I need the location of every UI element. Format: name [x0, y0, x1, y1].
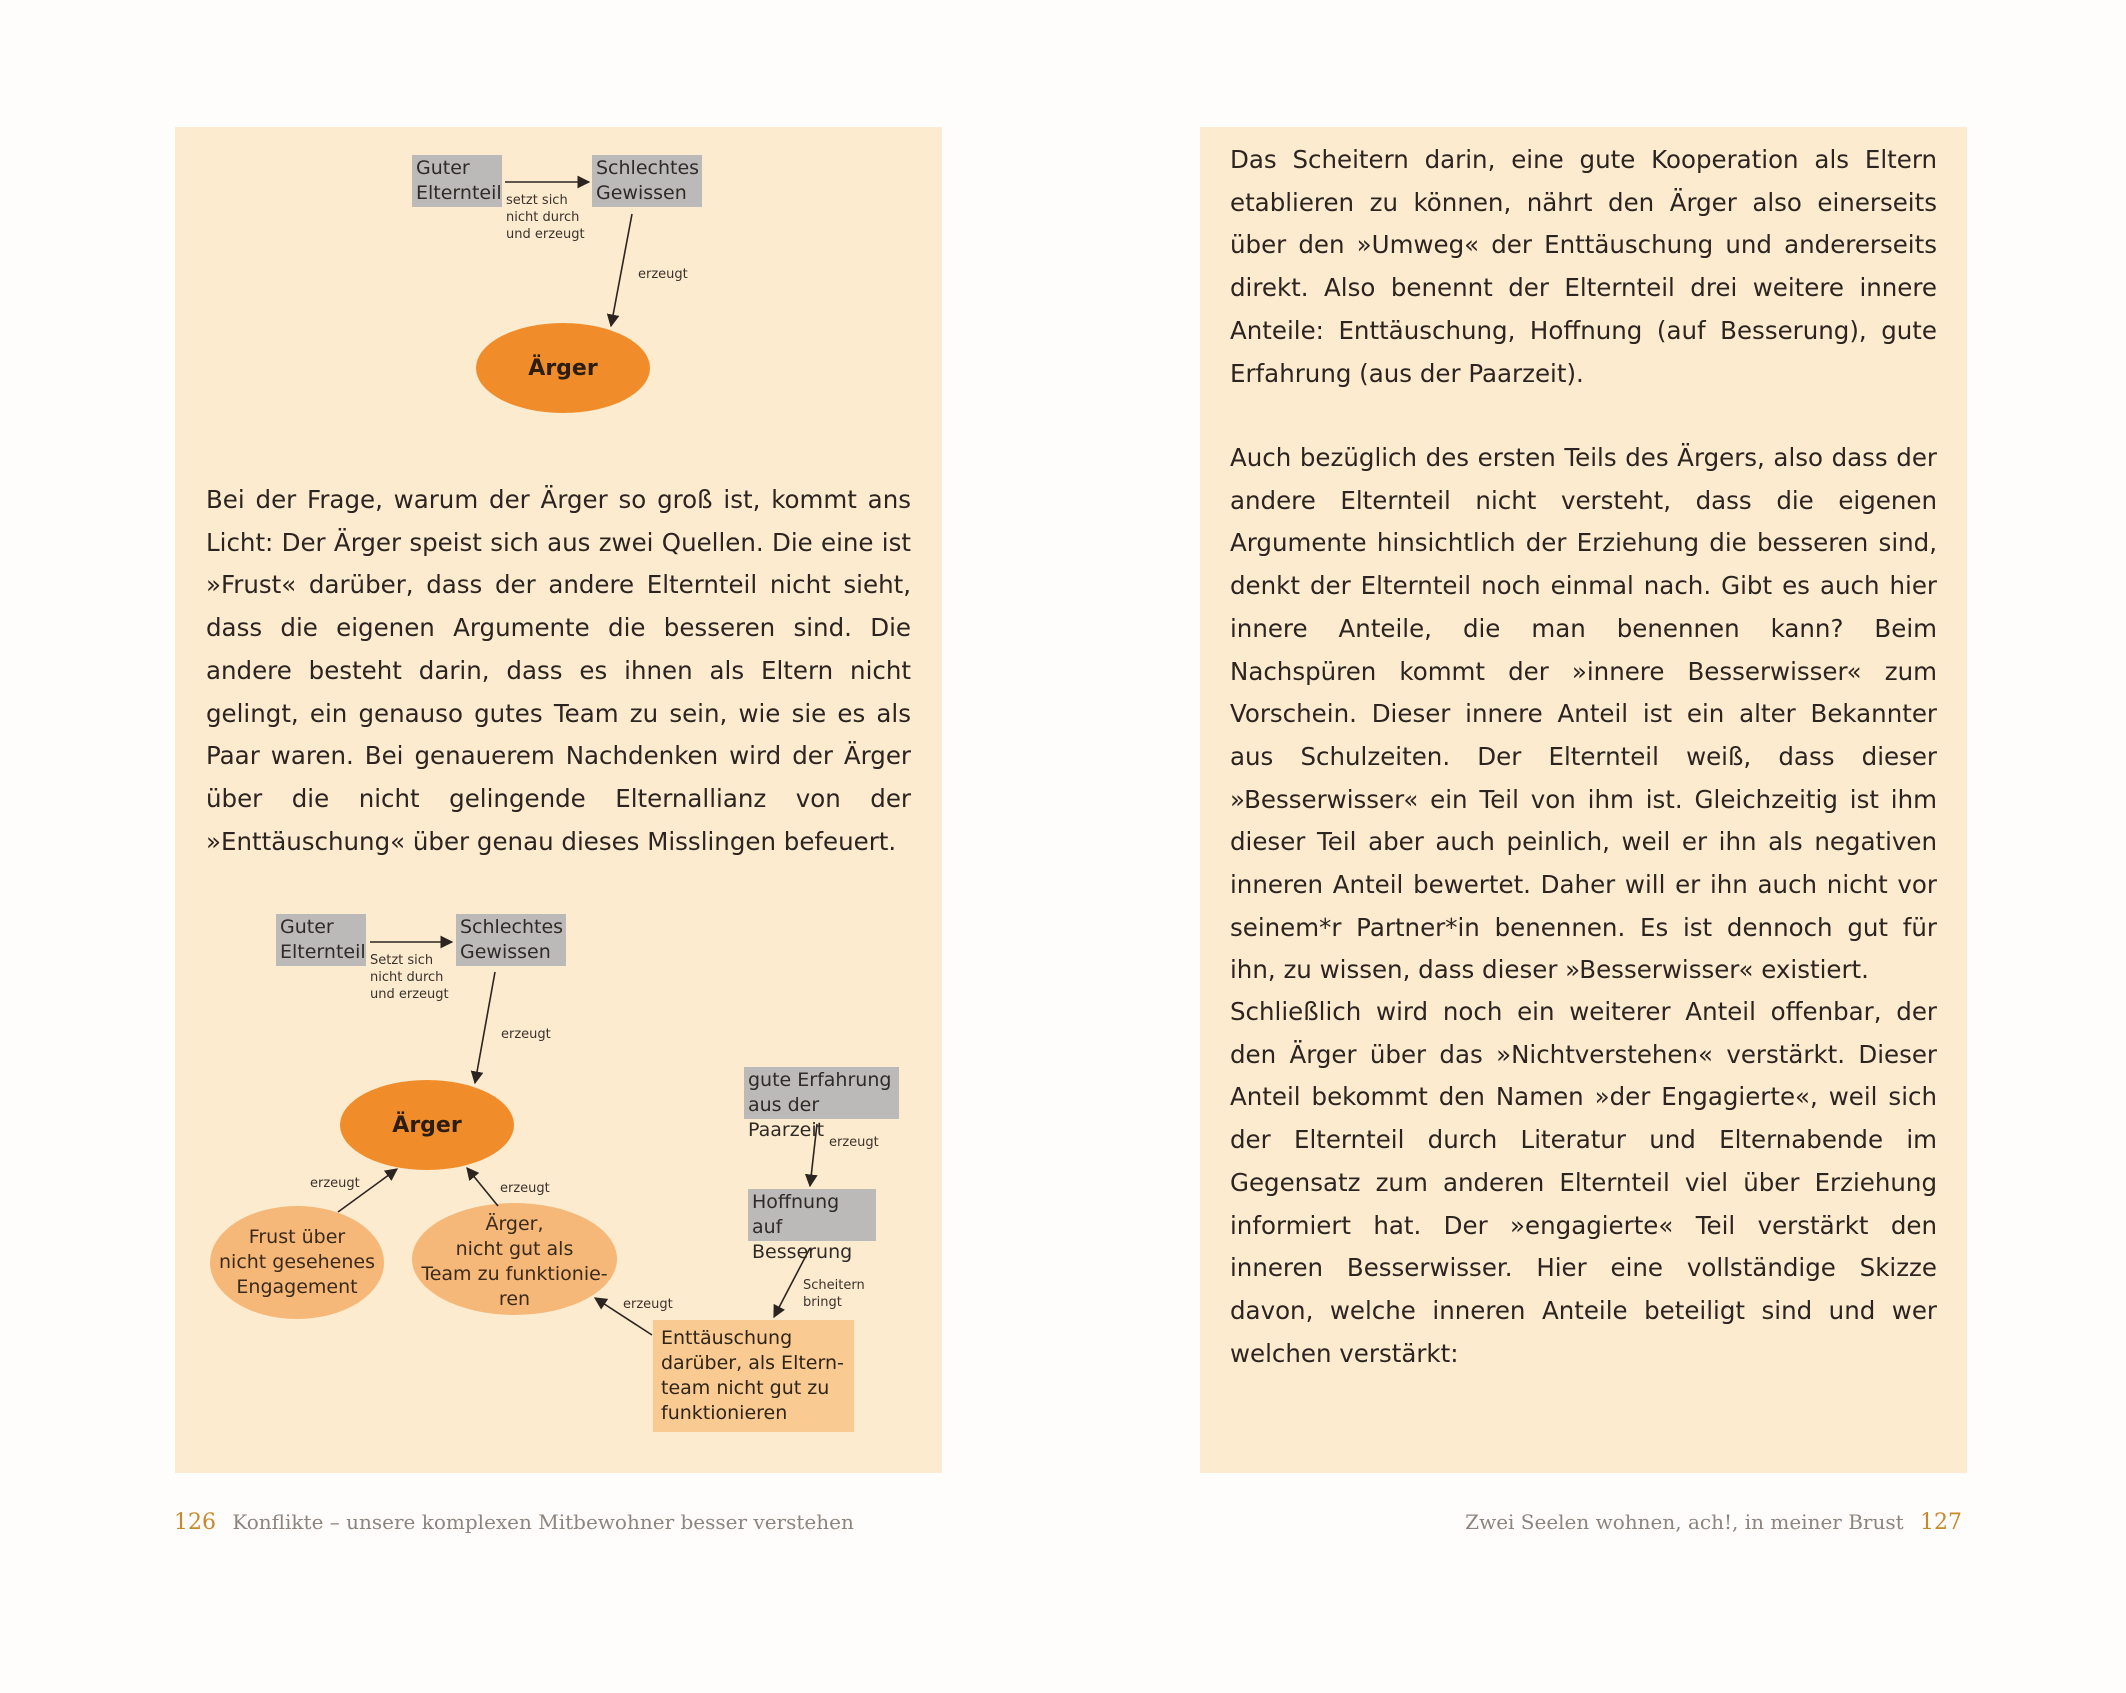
left-paragraph: Bei der Frage, warum der Ärger so groß ist, kommt ans Licht: Der Ärger speist sich aus zwei Quellen. Die eine ist »Frust« darüber, dass der andere Elternteil nicht sieht, dass die eigenen Argumente die besseren sind. Die andere besteht darin, dass es ihnen als Eltern nicht gelingt, ein genauso gutes Team zu sein, wie sie es als Paar waren. Bei genauerem Nachdenken wird der Ärger über die nicht gelingende Elternallianz von der »Enttäuschung« über genau dieses Misslingen befeuert. — [206, 485, 911, 856]
label-produces-experience: erzeugt — [829, 1135, 879, 1150]
right-footer — [1465, 1510, 1962, 1535]
box-hope: Hoffnung auf Besserung — [748, 1189, 876, 1241]
label-asserts: setzt sich nicht durch und erzeugt — [506, 193, 585, 242]
label-failure: Scheitern bringt — [803, 1278, 865, 1310]
label-produces-frust: erzeugt — [310, 1176, 360, 1191]
node-anger-2: Ärger — [340, 1080, 514, 1170]
box-disappointment: Enttäuschung darüber, als Eltern- team nicht gut zu funktionieren — [653, 1320, 854, 1432]
box-good-parent: Guter Elternteil — [412, 155, 502, 207]
node-team: Ärger, nicht gut als Team zu funktionie- ren — [412, 1203, 617, 1315]
box-good-experience: gute Erfahrung aus der Paarzeit — [744, 1067, 899, 1119]
label-produces-top: erzeugt — [501, 1027, 551, 1042]
right-running-title: Zwei Seelen wohnen, ach!, in meiner Brust — [1465, 1510, 1904, 1534]
right-paragraph-1: Das Scheitern darin, eine gute Kooperation als Eltern etablieren zu können, nährt den Ärger also einerseits über den »Umweg« der Enttäuschung und andererseits direkt. Also benennt der Elternteil drei weitere innere Anteile: Enttäuschung, Hoffnung (auf Besserung), gute Erfahrung (aus der Paarzeit). — [1230, 145, 1937, 388]
box-bad-conscience-2: Schlechtes Gewissen — [456, 914, 566, 966]
left-footer — [174, 1510, 854, 1535]
left-running-title: Konflikte – unsere komplexen Mitbewohner besser verstehen — [232, 1510, 854, 1534]
right-page-number: 127 — [1920, 1510, 1962, 1535]
box-good-parent-2: Guter Elternteil — [276, 914, 366, 966]
right-paragraph-3: Schließlich wird noch ein weiterer Anteil offenbar, der den Ärger über das »Nichtverstehen« verstärkt. Dieser Anteil bekommt den Namen »der Engagierte«, weil sich der Elternteil durch Literatur und Elternabende im Gegensatz zum anderen Elternteil viel über Erziehung informiert hat. Der »engagierte« Teil verstärkt den inneren Besserwisser. Hier eine vollständige Skizze davon, welche inneren Anteile beteiligt sind und wer welchen verstärkt: — [1230, 997, 1937, 1368]
label-produces: erzeugt — [638, 267, 688, 282]
box-bad-conscience: Schlechtes Gewissen — [592, 155, 702, 207]
node-frust: Frust über nicht gesehenes Engagement — [210, 1206, 384, 1319]
right-paragraph-2: Auch bezüglich des ersten Teils des Ärgers, also dass der andere Elternteil nicht versteht, dass die eigenen Argumente hinsichtlich der Erziehung die besseren sind, denkt der Elternteil noch einmal nach. Gibt es auch hier innere Anteile, die man benennen kann? Beim Nachspüren kommt der »innere Besserwisser« zum Vorschein. Dieser innere Anteil ist ein alter Bekannter aus Schulzeiten. Der Elternteil weiß, dass dieser »Besserwisser« ein Teil von ihm ist. Gleichzeitig ist ihm dieser Teil aber auch peinlich, weil er ihn als negativen inneren Anteil bewertet. Daher will er ihn auch nicht vor seinem*r Partner*in benennen. Es ist dennoch gut für ihn, zu wissen, dass dieser »Besserwisser« existiert. — [1230, 443, 1937, 985]
label-asserts-2: Setzt sich nicht durch und erzeugt — [370, 953, 449, 1002]
label-produces-disappointment: erzeugt — [623, 1297, 673, 1312]
label-produces-team: erzeugt — [500, 1181, 550, 1196]
node-anger: Ärger — [476, 323, 650, 413]
left-page-number: 126 — [174, 1510, 216, 1535]
